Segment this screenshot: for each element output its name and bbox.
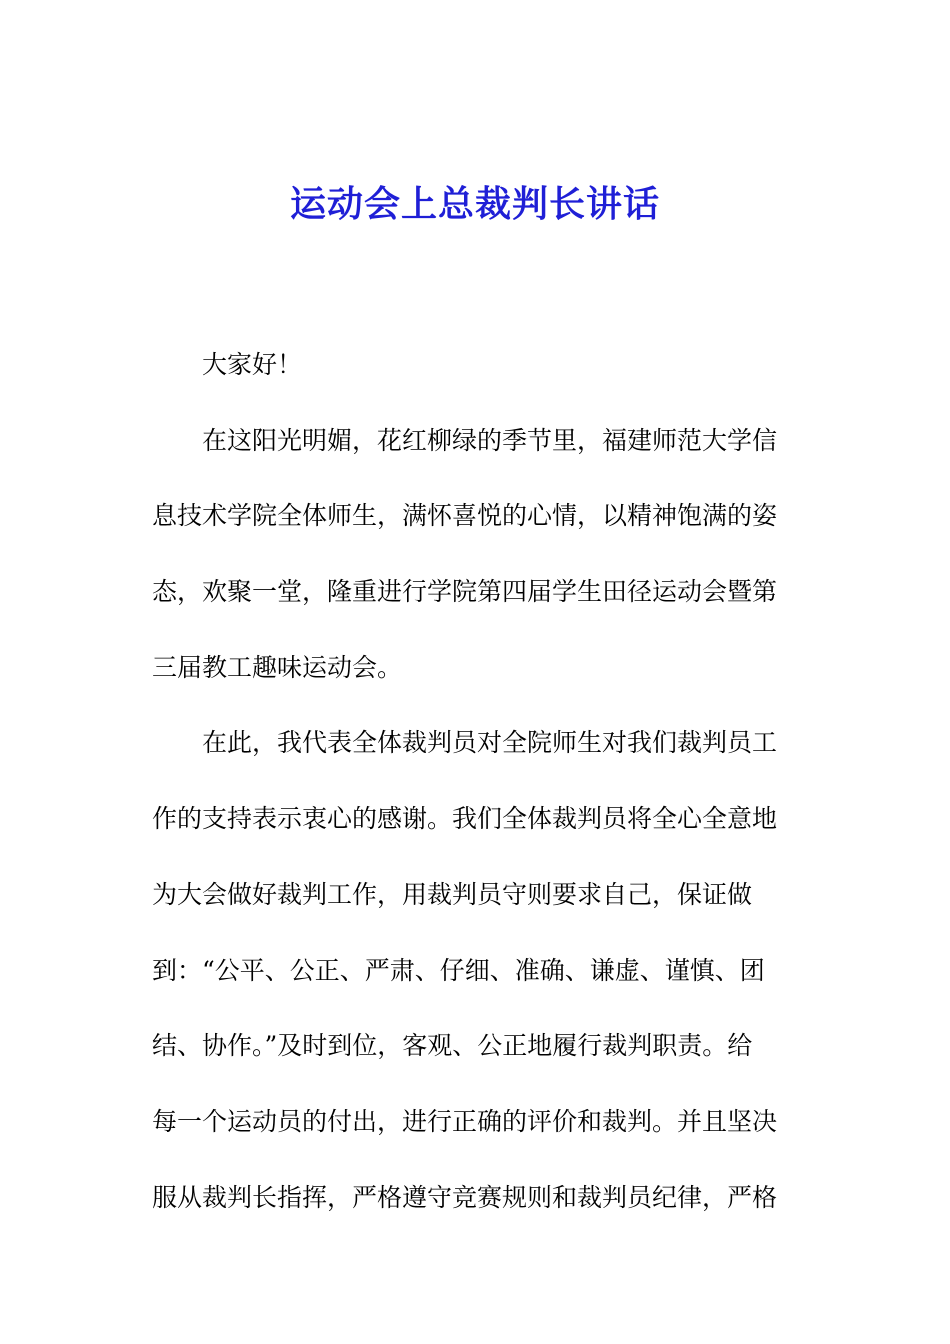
paragraph-line: 为大会做好裁判工作，用裁判员守则要求自己，保证做 <box>152 879 753 909</box>
greeting-line: 大家好！ <box>202 350 303 379</box>
document-title: 运动会上总裁判长讲话 <box>289 183 660 225</box>
paragraph-line: 结、协作。”及时到位，客观、公正地履行裁判职责。给 <box>152 1031 753 1061</box>
paragraph-line: 作的支持表示衷心的感谢。我们全体裁判员将全心全意地 <box>152 804 778 834</box>
paragraph-line: 在此，我代表全体裁判员对全院师生对我们裁判员工 <box>202 728 778 758</box>
paragraph-line: 三届教工趣味运动会。 <box>152 652 403 682</box>
paragraph-line: 服从裁判长指挥，严格遵守竞赛规则和裁判员纪律，严格 <box>152 1182 778 1212</box>
paragraph-line: 息技术学院全体师生，满怀喜悦的心情，以精神饱满的姿 <box>152 501 778 531</box>
paragraph-line: 在这阳光明媚，花红柳绿的季节里，福建师范大学信 <box>202 425 778 455</box>
paragraph-line: 每一个运动员的付出，进行正确的评价和裁判。并且坚决 <box>152 1106 778 1136</box>
paragraph-line: 态，欢聚一堂，隆重进行学院第四届学生田径运动会暨第 <box>152 577 778 607</box>
paragraph-line: 到：“公平、公正、严肃、仔细、准确、谦虚、谨慎、团 <box>152 955 765 985</box>
document-body <box>152 327 792 1235</box>
